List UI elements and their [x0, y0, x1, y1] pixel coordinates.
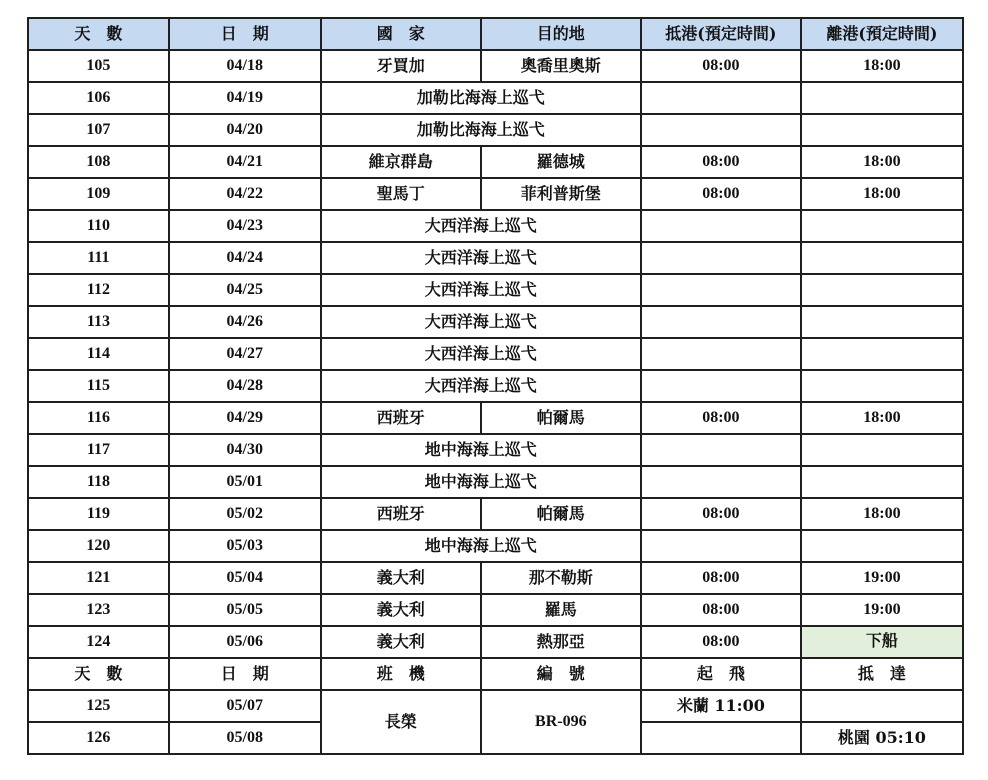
day-cell: 110: [28, 210, 169, 242]
cruise-cell: 地中海海上巡弋: [321, 434, 641, 466]
day-cell: 123: [28, 594, 169, 626]
cruise-cell: 地中海海上巡弋: [321, 530, 641, 562]
arrive-cell: 08:00: [641, 146, 801, 178]
table-row: [28, 274, 963, 306]
date-cell: 05/05: [169, 594, 321, 626]
depart-cell: 18:00: [801, 402, 963, 434]
table-row: [28, 210, 963, 242]
country-cell: 義大利: [321, 626, 481, 658]
date-cell: 04/27: [169, 338, 321, 370]
date-cell: 05/02: [169, 498, 321, 530]
flight-header-arrival: 抵 達: [801, 658, 963, 690]
table-row: [28, 562, 963, 594]
table-row: [28, 82, 963, 114]
schedule-body: [28, 50, 963, 658]
arrive-cell: 08:00: [641, 594, 801, 626]
depart-cell: 18:00: [801, 498, 963, 530]
destination-cell: 羅德城: [481, 146, 641, 178]
depart-cell: 18:00: [801, 50, 963, 82]
country-cell: 義大利: [321, 594, 481, 626]
cruise-cell: 大西洋海上巡弋: [321, 306, 641, 338]
date-cell: 04/26: [169, 306, 321, 338]
day-cell: 105: [28, 50, 169, 82]
day-cell: 124: [28, 626, 169, 658]
flight-arrival: [801, 690, 963, 722]
cruise-cell: 大西洋海上巡弋: [321, 274, 641, 306]
flight-number: BR-096: [481, 690, 641, 754]
date-cell: 04/20: [169, 114, 321, 146]
day-cell: 108: [28, 146, 169, 178]
table-row: [28, 114, 963, 146]
header-destination: 目的地: [481, 18, 641, 50]
arrive-cell: [641, 210, 801, 242]
date-cell: 04/18: [169, 50, 321, 82]
date-cell: 04/30: [169, 434, 321, 466]
cruise-cell: 加勒比海海上巡弋: [321, 114, 641, 146]
cruise-cell: 地中海海上巡弋: [321, 466, 641, 498]
depart-cell: [801, 466, 963, 498]
arrive-cell: [641, 274, 801, 306]
destination-cell: 帕爾馬: [481, 402, 641, 434]
date-cell: 05/06: [169, 626, 321, 658]
depart-cell: 19:00: [801, 594, 963, 626]
country-cell: 維京群島: [321, 146, 481, 178]
table-row: [28, 146, 963, 178]
table-row: [28, 466, 963, 498]
flight-row: [28, 690, 963, 722]
header-date: 日 期: [169, 18, 321, 50]
date-cell: 04/21: [169, 146, 321, 178]
table-row: [28, 498, 963, 530]
date-cell: 05/04: [169, 562, 321, 594]
arrive-cell: [641, 114, 801, 146]
flight-date: 05/08: [169, 722, 321, 754]
day-cell: 112: [28, 274, 169, 306]
table-row: [28, 370, 963, 402]
flight-takeoff: 米蘭 11:00: [641, 690, 801, 722]
depart-cell: 18:00: [801, 146, 963, 178]
depart-cell: [801, 114, 963, 146]
header-country: 國 家: [321, 18, 481, 50]
flight-header-flight: 班 機: [321, 658, 481, 690]
depart-cell: [801, 210, 963, 242]
arrive-cell: [641, 338, 801, 370]
day-cell: 119: [28, 498, 169, 530]
day-cell: 117: [28, 434, 169, 466]
destination-cell: 帕爾馬: [481, 498, 641, 530]
arrive-cell: 08:00: [641, 498, 801, 530]
destination-cell: 羅馬: [481, 594, 641, 626]
cruise-cell: 大西洋海上巡弋: [321, 338, 641, 370]
depart-cell: [801, 338, 963, 370]
flight-header-day: 天 數: [28, 658, 169, 690]
cruise-cell: 大西洋海上巡弋: [321, 242, 641, 274]
arrive-cell: 08:00: [641, 562, 801, 594]
cruise-cell: 大西洋海上巡弋: [321, 370, 641, 402]
depart-cell: 18:00: [801, 178, 963, 210]
flight-header-date: 日 期: [169, 658, 321, 690]
destination-cell: 奧喬里奧斯: [481, 50, 641, 82]
country-cell: 牙買加: [321, 50, 481, 82]
date-cell: 04/28: [169, 370, 321, 402]
table-row: [28, 242, 963, 274]
table-header-row: [28, 18, 963, 50]
date-cell: 05/01: [169, 466, 321, 498]
flight-header-row: [28, 658, 963, 690]
day-cell: 116: [28, 402, 169, 434]
table-row: [28, 178, 963, 210]
date-cell: 04/23: [169, 210, 321, 242]
flight-airline: 長榮: [321, 690, 481, 754]
day-cell: 115: [28, 370, 169, 402]
day-cell: 121: [28, 562, 169, 594]
flight-date: 05/07: [169, 690, 321, 722]
destination-cell: 那不勒斯: [481, 562, 641, 594]
day-cell: 120: [28, 530, 169, 562]
country-cell: 西班牙: [321, 402, 481, 434]
header-arrive: 抵港(預定時間): [641, 18, 801, 50]
depart-cell: [801, 434, 963, 466]
depart-cell: [801, 370, 963, 402]
arrive-cell: 08:00: [641, 402, 801, 434]
country-cell: 西班牙: [321, 498, 481, 530]
table-row: [28, 50, 963, 82]
arrive-cell: 08:00: [641, 50, 801, 82]
flight-header-number: 編 號: [481, 658, 641, 690]
depart-cell: [801, 82, 963, 114]
arrive-cell: [641, 82, 801, 114]
arrive-cell: [641, 306, 801, 338]
flight-header-takeoff: 起 飛: [641, 658, 801, 690]
depart-cell: 19:00: [801, 562, 963, 594]
flight-takeoff: [641, 722, 801, 754]
arrive-cell: [641, 530, 801, 562]
day-cell: 114: [28, 338, 169, 370]
destination-cell: 熱那亞: [481, 626, 641, 658]
arrive-cell: [641, 242, 801, 274]
table-row: [28, 434, 963, 466]
flight-section: [28, 658, 963, 754]
date-cell: 04/19: [169, 82, 321, 114]
header-depart: 離港(預定時間): [801, 18, 963, 50]
table-row: [28, 530, 963, 562]
day-cell: 111: [28, 242, 169, 274]
flight-arrival: 桃園 05:10: [801, 722, 963, 754]
cruise-cell: 加勒比海海上巡弋: [321, 82, 641, 114]
arrive-cell: [641, 434, 801, 466]
date-cell: 04/22: [169, 178, 321, 210]
table-row: [28, 594, 963, 626]
date-cell: 05/03: [169, 530, 321, 562]
day-cell: 118: [28, 466, 169, 498]
date-cell: 04/24: [169, 242, 321, 274]
depart-cell: [801, 274, 963, 306]
arrive-cell: [641, 466, 801, 498]
date-cell: 04/29: [169, 402, 321, 434]
table-row: [28, 306, 963, 338]
arrive-cell: [641, 370, 801, 402]
day-cell: 113: [28, 306, 169, 338]
table-row: [28, 402, 963, 434]
depart-cell: [801, 530, 963, 562]
table-row: [28, 338, 963, 370]
destination-cell: 菲利普斯堡: [481, 178, 641, 210]
arrive-cell: 08:00: [641, 178, 801, 210]
country-cell: 義大利: [321, 562, 481, 594]
arrive-cell: 08:00: [641, 626, 801, 658]
cruise-schedule-table: [27, 17, 964, 755]
country-cell: 聖馬丁: [321, 178, 481, 210]
day-cell: 106: [28, 82, 169, 114]
cruise-cell: 大西洋海上巡弋: [321, 210, 641, 242]
day-cell: 109: [28, 178, 169, 210]
date-cell: 04/25: [169, 274, 321, 306]
table-row: [28, 626, 963, 658]
flight-day: 126: [28, 722, 169, 754]
depart-cell: [801, 242, 963, 274]
header-day: 天 數: [28, 18, 169, 50]
day-cell: 107: [28, 114, 169, 146]
flight-day: 125: [28, 690, 169, 722]
depart-cell: [801, 306, 963, 338]
depart-cell: 下船: [801, 626, 963, 658]
